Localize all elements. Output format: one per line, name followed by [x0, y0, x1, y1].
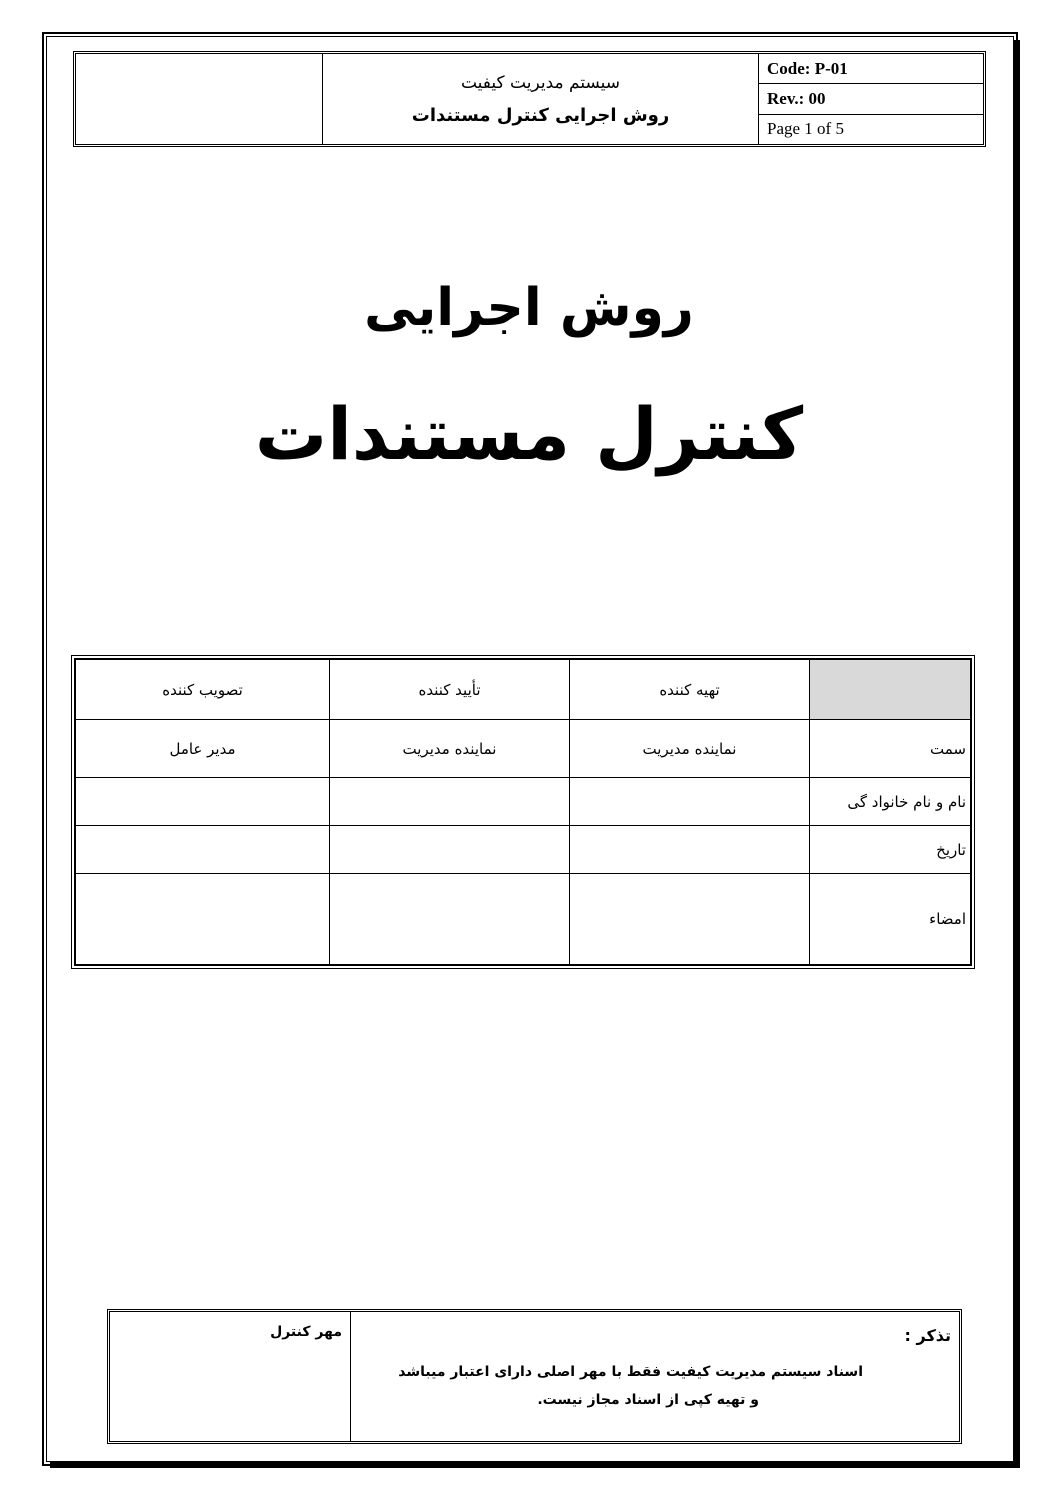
role-approved: مدیر عامل	[76, 720, 330, 778]
row-label-role: سمت	[810, 720, 971, 778]
sign-prepared	[570, 874, 810, 965]
header-titles	[323, 54, 759, 144]
note-text-cell	[350, 1312, 959, 1441]
document-header	[73, 51, 986, 147]
sign-verified	[330, 874, 570, 965]
role-row	[76, 720, 971, 778]
sub-title: کنترل مستندات	[254, 392, 804, 476]
approval-table	[71, 655, 975, 969]
row-label-name: نام و نام خانواد گی	[810, 778, 971, 826]
main-title: روش اجرایی	[364, 278, 694, 338]
control-stamp-cell	[110, 1312, 350, 1441]
revision: Rev.: 00	[759, 84, 983, 114]
name-approved	[76, 778, 330, 826]
name-row	[76, 778, 971, 826]
page-number: Page 1 of 5	[767, 119, 844, 139]
page-border-shadow-bottom	[50, 1462, 1020, 1468]
date-row	[76, 826, 971, 874]
row-label-date: تاریخ	[810, 826, 971, 874]
page-border-shadow-right	[1014, 40, 1020, 1468]
col-approved-by: تصویب کننده	[76, 660, 330, 720]
role-verified: نماینده مدیریت	[330, 720, 570, 778]
col-verified-by: تأیید کننده	[330, 660, 570, 720]
date-prepared	[570, 826, 810, 874]
sign-approved	[76, 874, 330, 965]
role-prepared: نماینده مدیریت	[570, 720, 810, 778]
row-label-signature: امضاء	[810, 874, 971, 965]
note-line-1: اسناد سیستم مدیریت کیفیت فقط با مهر اصلی دارای اعتبار میباشد	[398, 1364, 863, 1380]
signature-row	[76, 874, 971, 965]
note-label: تذکر :	[904, 1326, 951, 1345]
control-stamp-label: مهر کنترل	[270, 1324, 342, 1340]
note-box	[107, 1309, 962, 1444]
document-code: Code: P-01	[759, 54, 983, 84]
name-verified	[330, 778, 570, 826]
col-prepared-by: تهیه کننده	[570, 660, 810, 720]
approval-header-row	[76, 660, 971, 720]
date-verified	[330, 826, 570, 874]
header-meta	[759, 54, 983, 144]
note-line-2: و تهیه کپی از اسناد مجاز نیست.	[537, 1392, 759, 1408]
date-approved	[76, 826, 330, 874]
document-title: روش اجرایی کنترل مستندات	[411, 104, 670, 126]
system-title: سیستم مدیریت کیفیت	[460, 72, 620, 93]
logo-cell	[76, 54, 323, 144]
name-prepared	[570, 778, 810, 826]
corner-cell	[810, 660, 971, 720]
